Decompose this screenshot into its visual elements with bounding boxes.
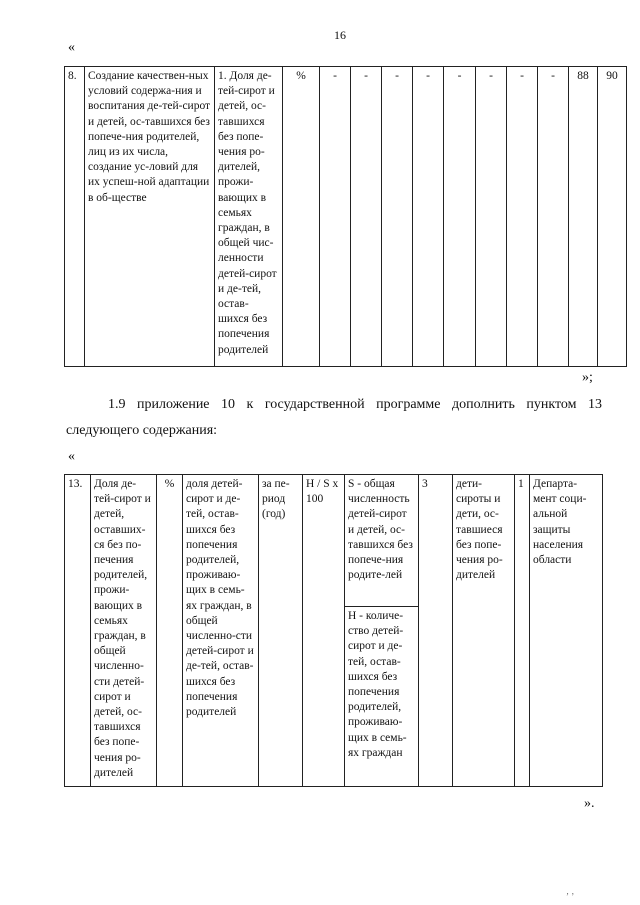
responsible-cell: Департа-мент соци-альной защиты населения области bbox=[530, 475, 603, 787]
goal-cell: Создание качествен-ных условий содержа-ния и воспитания де-тей-сирот и детей, ос-тавшихся без попече-ния родителей, лиц из их числа, создание ус-ловий для их успеш-ной адаптации в об-ществе bbox=[85, 67, 215, 367]
period-cell: за пе-риод (год) bbox=[259, 475, 303, 787]
value-cell: - bbox=[351, 67, 382, 367]
object-cell: дети-сироты и дети, ос-тавшиеся без попе-чения ро-дителей bbox=[453, 475, 515, 787]
table-row bbox=[65, 67, 627, 367]
indicator-name-cell: Доля де-тей-сирот и детей, оставших-ся без по-печения родителей, прожи-вающих в семьях граждан, в общей численно-сти детей-сирот и детей, ос-тавшихся без попе-чения ро-дителей bbox=[91, 475, 157, 787]
amendment-paragraph: 1.9 приложение 10 к государственной программе дополнить пунктом 13 следующего содержания: bbox=[66, 397, 602, 438]
indicator-table-row-8 bbox=[64, 66, 627, 367]
value-cell: - bbox=[444, 67, 476, 367]
indicator-cell: 1. Доля де-тей-сирот и детей, ос-тавшихся без попе-чения ро-дителей, прожи-вающих в семьях граждан, в общей чис-ленности детей-сирот и де-тей, остав-шихся без попечения родителей bbox=[215, 67, 283, 367]
s-variable-cell: S - общая численность детей-сирот и детей, ос-тавшихся без попече-ния родите-лей bbox=[345, 475, 419, 607]
unit-cell: % bbox=[283, 67, 320, 367]
value-cell: - bbox=[538, 67, 569, 367]
page-number: 16 bbox=[334, 28, 346, 42]
frequency-cell: 1 bbox=[515, 475, 530, 787]
value-cell: - bbox=[413, 67, 444, 367]
indicator-table-row-13 bbox=[64, 474, 603, 787]
close-quote-1: »; bbox=[582, 370, 593, 385]
value-cell: - bbox=[382, 67, 413, 367]
corner-mark: ‚ ‚ bbox=[566, 886, 575, 896]
formula-cell: H / S x 100 bbox=[303, 475, 345, 787]
unit-cell: % bbox=[157, 475, 183, 787]
method-cell: 3 bbox=[419, 475, 453, 787]
open-quote-2: « bbox=[68, 449, 75, 464]
open-quote: « bbox=[68, 40, 75, 55]
value-cell: 88 bbox=[569, 67, 598, 367]
definition-cell: доля детей-сирот и де-тей, остав-шихся без попечения родителей, проживаю-щих в семь-ях граждан, в общей численно-сти детей-сирот и де-тей, остав-шихся без попечения родителей bbox=[183, 475, 259, 787]
value-cell: - bbox=[507, 67, 538, 367]
value-cell: - bbox=[476, 67, 507, 367]
h-variable-cell: Н - количе-ство детей-сирот и де-тей, остав-шихся без попечения родителей, проживаю-щих в семь-ях граждан bbox=[345, 607, 419, 787]
value-cell: 90 bbox=[598, 67, 627, 367]
row-number: 8. bbox=[65, 67, 85, 367]
table-row bbox=[65, 475, 603, 607]
value-cell: - bbox=[320, 67, 351, 367]
row-number: 13. bbox=[65, 475, 91, 787]
close-quote-2: ». bbox=[584, 796, 595, 811]
